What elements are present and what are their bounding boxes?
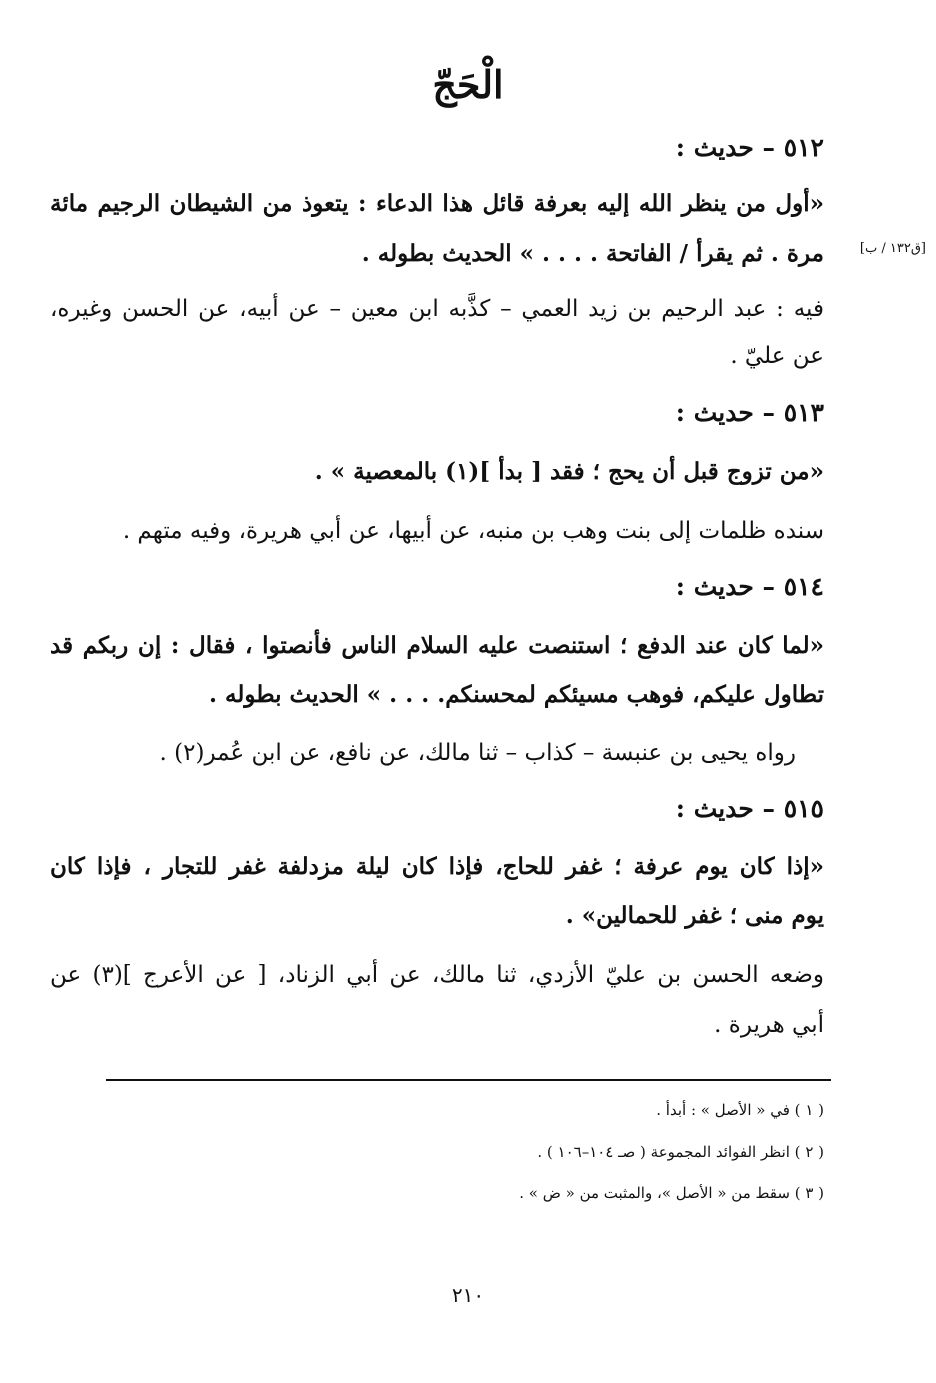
entry-heading: ٥١٢ – حديث :: [675, 133, 824, 162]
hadith-text-line: مرة . ثم يقرأ / الفاتحة . . . . » الحديث بطوله .: [361, 240, 824, 267]
commentary-line: عن عليّ .: [730, 343, 824, 369]
footnote: ( ٢ ) انظر الفوائد المجموعة ( صـ ١٠٤–١٠٦ ) .: [537, 1143, 824, 1161]
commentary-line: فيه : عبد الرحيم بن زيد العمي – كذَّبه ابن معين – عن أبيه، عن الحسن وغيره،: [50, 296, 824, 322]
entry-heading: ٥١٣ – حديث :: [675, 398, 824, 427]
hadith-text-line: يوم منى ؛ غفر للحمالين» .: [565, 902, 824, 929]
entry-heading: ٥١٥ – حديث :: [675, 794, 824, 823]
manuscript-folio-note: [ق١٣٢ / ب]: [859, 241, 926, 256]
hadith-text-line: «من تزوج قبل أن يحج ؛ فقد [ بدأ ](١) بالمعصية » .: [314, 458, 824, 485]
entry-heading: ٥١٤ – حديث :: [675, 572, 824, 601]
hadith-text-line: «إذا كان يوم عرفة ؛ غفر للحاج، فإذا كان ليلة مزدلفة غفر للتجار ، فإذا كان: [50, 853, 824, 880]
hadith-text-line: تطاول عليكم، فوهب مسيئكم لمحسنكم. . . . » الحديث بطوله .: [208, 681, 824, 708]
hadith-text-line: «لما كان عند الدفع ؛ استنصت عليه السلام الناس فأنصتوا ، فقال : إن ربكم قد: [50, 632, 824, 659]
chapter-title: الْحَجّ: [432, 62, 504, 107]
footnote: ( ١ ) في « الأصل » : أبدأ .: [656, 1101, 824, 1119]
commentary-line: رواه يحيى بن عنبسة – كذاب – ثنا مالك، عن نافع، عن ابن عُمر(٢) .: [159, 740, 796, 766]
hadith-text-line: «أول من ينظر الله إليه بعرفة قائل هذا الدعاء : يتعوذ من الشيطان الرجيم مائة: [50, 190, 824, 217]
footnote-separator: [106, 1079, 831, 1081]
commentary-line: وضعه الحسن بن عليّ الأزدي، ثنا مالك، عن أبي الزناد، [ عن الأعرج ](٣) عن: [50, 962, 824, 988]
page-number: ٢١٠: [451, 1283, 485, 1307]
commentary-line: سنده ظلمات إلى بنت وهب بن منبه، عن أبيها، عن أبي هريرة، وفيه متهم .: [122, 518, 824, 544]
footnote: ( ٣ ) سقط من « الأصل »، والمثبت من « ض » .: [519, 1184, 824, 1202]
commentary-line: أبي هريرة .: [714, 1012, 824, 1038]
